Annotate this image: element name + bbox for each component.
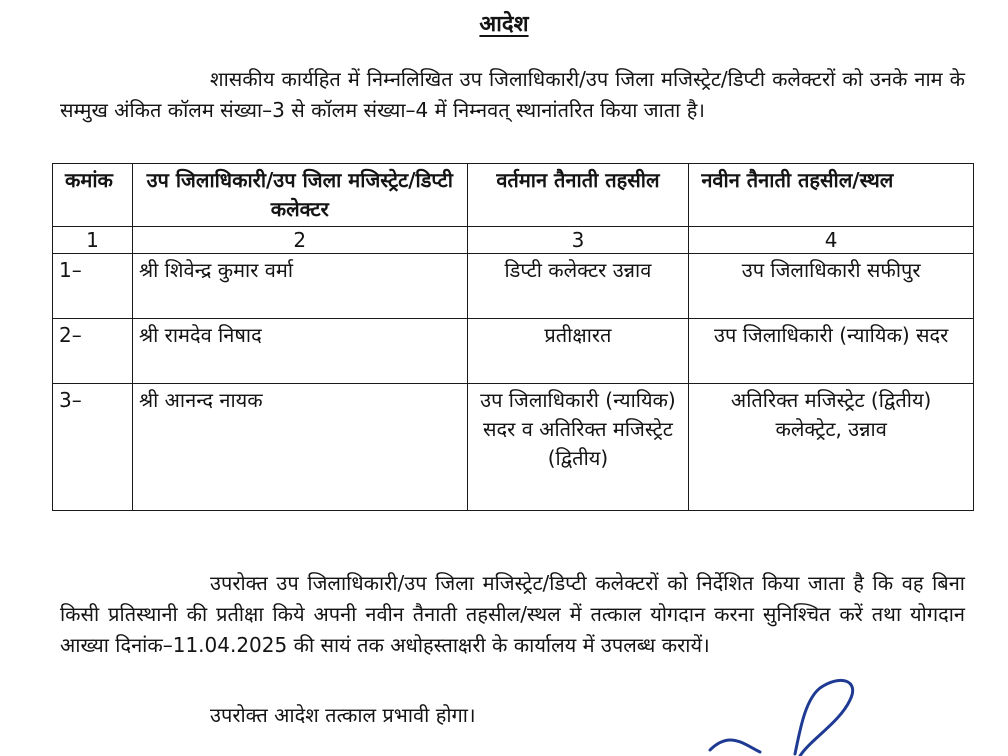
header-new-posting: नवीन तैनाती तहसील/स्थल bbox=[689, 164, 974, 227]
table-header-row bbox=[53, 164, 974, 227]
column-number: 4 bbox=[689, 227, 974, 254]
table-row bbox=[53, 254, 974, 319]
serial-cell: 2– bbox=[53, 319, 133, 384]
officer-name-cell: श्री रामदेव निषाद bbox=[132, 319, 467, 384]
current-posting-cell: डिप्टी कलेक्टर उन्नाव bbox=[467, 254, 689, 319]
serial-cell: 3– bbox=[53, 384, 133, 511]
new-posting-cell: अतिरिक्त मजिस्ट्रेट (द्वितीय) कलेक्ट्रेट, उन्नाव bbox=[689, 384, 974, 511]
document-title bbox=[0, 8, 1008, 38]
current-posting-cell: उप जिलाधिकारी (न्यायिक) सदर व अतिरिक्त मजिस्ट्रेट (द्वितीय) bbox=[467, 384, 689, 511]
table-row bbox=[53, 319, 974, 384]
intro-paragraph: शासकीय कार्यहित में निम्नलिखित उप जिलाधिकारी/उप जिला मजिस्ट्रेट/डिप्टी कलेक्टरों को उनके नाम के सम्मुख अंकित कॉलम संख्या–3 से कॉलम संख्या–4 में निम्नवत् स्थानांतरित किया जाता है। bbox=[60, 67, 965, 122]
header-officer: उप जिलाधिकारी/उप जिला मजिस्ट्रेट/डिप्टी कलेक्टर bbox=[132, 164, 467, 227]
new-posting-cell: उप जिलाधिकारी सफीपुर bbox=[689, 254, 974, 319]
document-title-text: आदेश bbox=[479, 12, 529, 37]
officer-name-cell: श्री आनन्द नायक bbox=[132, 384, 467, 511]
column-number-row bbox=[53, 227, 974, 254]
column-number: 2 bbox=[132, 227, 467, 254]
column-number: 3 bbox=[467, 227, 689, 254]
current-posting-cell: प्रतीक्षारत bbox=[467, 319, 689, 384]
transfer-table bbox=[52, 163, 974, 511]
table-row bbox=[53, 384, 974, 511]
signature-mark bbox=[700, 670, 900, 756]
closing-paragraph: उपरोक्त उप जिलाधिकारी/उप जिला मजिस्ट्रेट/डिप्टी कलेक्टरों को निर्देशित किया जाता है कि वह बिना किसी प्रतिस्थानी की प्रतीक्षा किये अपनी नवीन तैनाती तहसील/स्थल में तत्काल योगदान करना सुनिश्चित करें तथा योगदान आख्या दिनांक–11.04.2025 की सायं तक अधोहस्ताक्षरी के कार्यालय में उपलब्ध करायें। bbox=[60, 571, 965, 657]
officer-name-cell: श्री शिवेन्द्र कुमार वर्मा bbox=[132, 254, 467, 319]
header-serial: कमांक bbox=[53, 164, 133, 227]
new-posting-cell: उप जिलाधिकारी (न्यायिक) सदर bbox=[689, 319, 974, 384]
serial-cell: 1– bbox=[53, 254, 133, 319]
header-current-posting: वर्तमान तैनाती तहसील bbox=[467, 164, 689, 227]
final-line: उपरोक्त आदेश तत्काल प्रभावी होगा। bbox=[210, 703, 476, 727]
column-number: 1 bbox=[53, 227, 133, 254]
